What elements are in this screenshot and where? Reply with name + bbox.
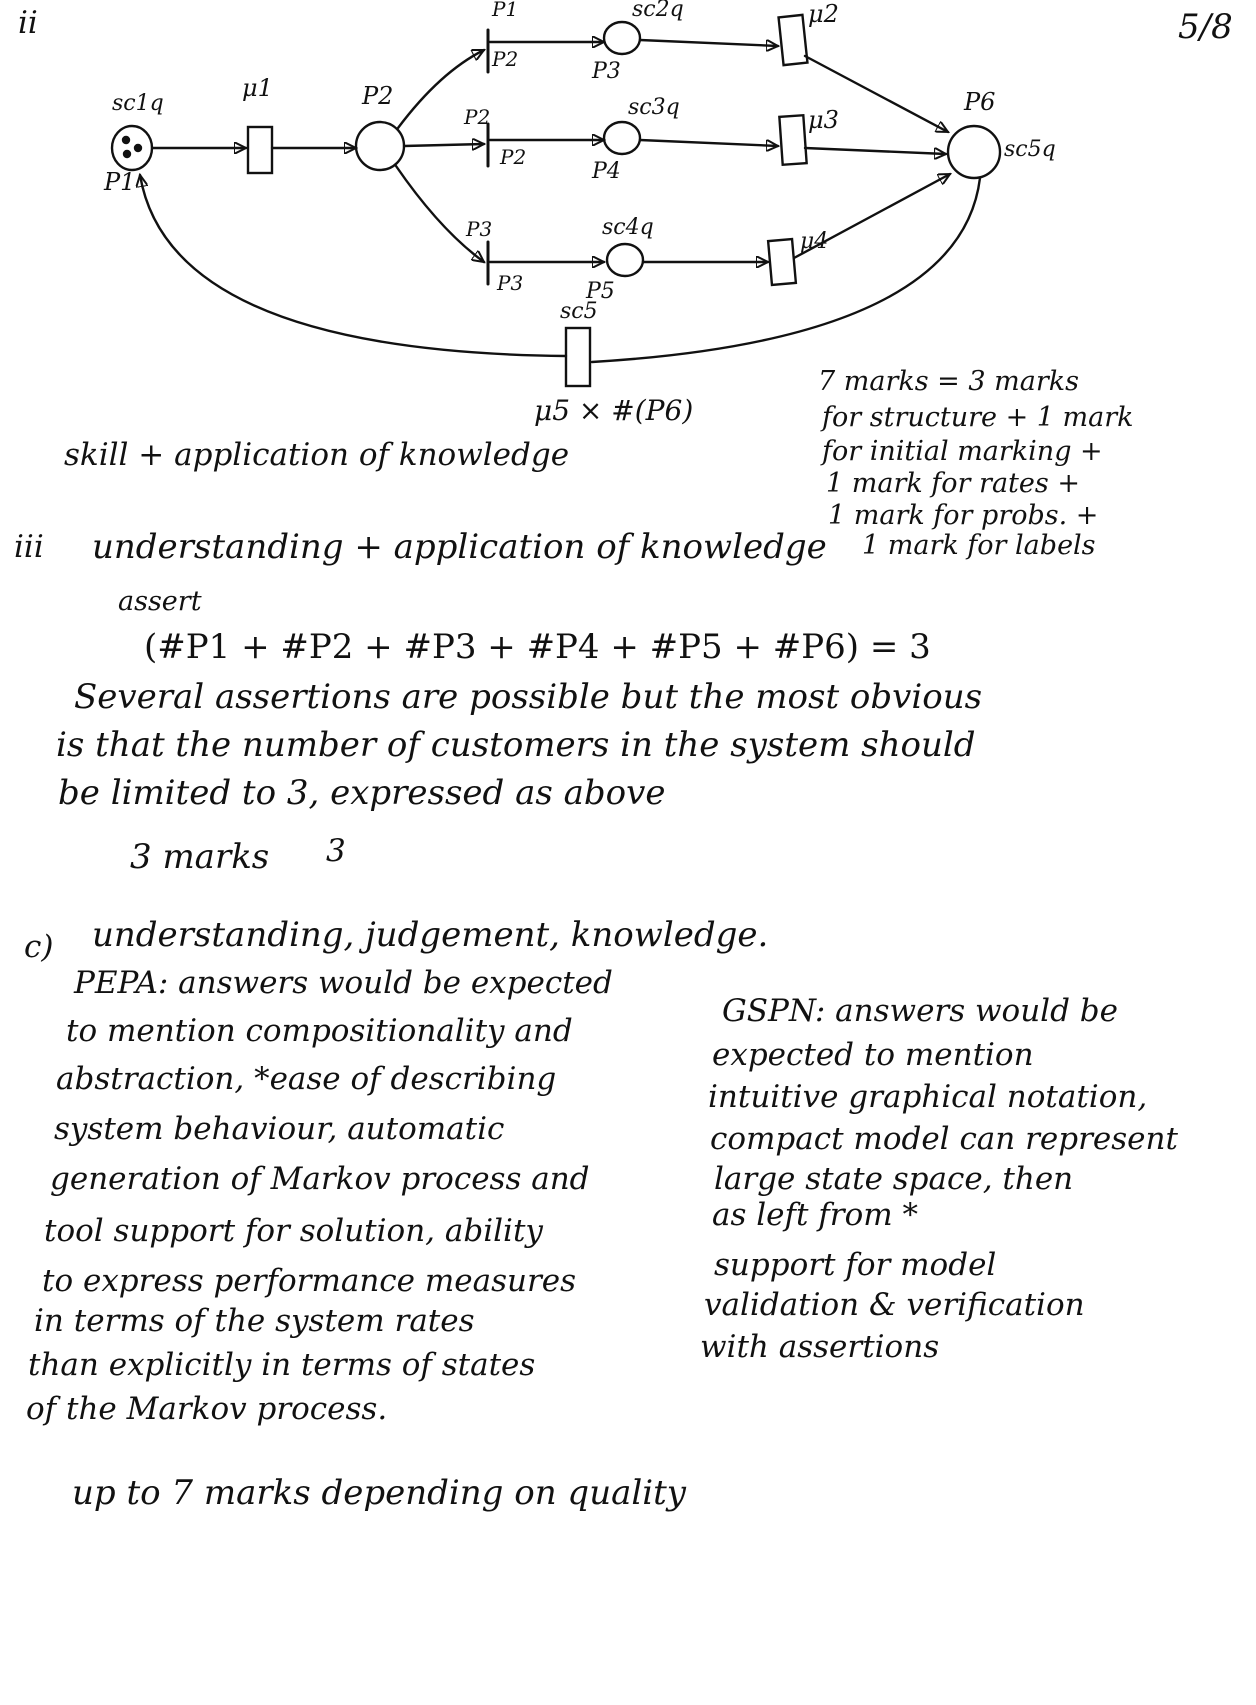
gspn-line-8: validation & verification (704, 1287, 1085, 1323)
p5-label: P5 (586, 279, 615, 304)
gspn-line-3: intuitive graphical notation, (708, 1079, 1148, 1115)
part-iii-text-line-3: be limited to 3, expressed as above (58, 773, 666, 813)
gspn-line-9: with assertions (700, 1329, 940, 1365)
part-iii-text-line-1: Several assertions are possible but the most obvious (74, 677, 983, 717)
mu4-label: μ4 (800, 229, 829, 254)
place-p6 (948, 126, 1000, 178)
assert-word: assert (118, 586, 202, 617)
marks-note-line-3: for initial marking + (822, 436, 1103, 467)
pepa-line-7: to express performance measures (42, 1263, 577, 1299)
pepa-line-4: system behaviour, automatic (54, 1111, 505, 1147)
arc-p3-mu2 (640, 40, 778, 46)
gspn-line-5: large state space, then (714, 1161, 1074, 1197)
arc-mu5-p1 (140, 175, 566, 356)
sc4q-label: sc4q (602, 215, 654, 240)
transition-mu2 (779, 15, 808, 65)
part-iii-marks: 3 marks (130, 837, 270, 877)
part-ii-comment: skill + application of knowledge (64, 437, 570, 473)
arc-p2-t3 (396, 166, 484, 262)
mu2-label: μ2 (808, 0, 839, 28)
sc1q-label: sc1q (112, 91, 164, 116)
t3-top-label: P3 (466, 217, 493, 241)
part-c-heading: understanding, judgement, knowledge. (92, 915, 769, 955)
t2-side-label: P2 (500, 145, 527, 169)
part-iii-heading: understanding + application of knowledge (92, 527, 827, 567)
arc-p6-mu5 (592, 178, 980, 362)
gspn-line-1: GSPN: answers would be (722, 993, 1118, 1029)
marks-note-line-2: for structure + 1 mark (822, 402, 1134, 433)
transition-mu3 (779, 115, 806, 165)
place-p1 (112, 126, 152, 170)
place-p5 (607, 244, 643, 276)
gspn-line-7: support for model (714, 1247, 997, 1283)
part-ii-label: ii (18, 5, 38, 41)
page-number: 5/8 (1178, 7, 1233, 47)
t1-top-label: P1 (492, 0, 519, 21)
petri-net-diagram (0, 0, 1256, 473)
t2-top-label: P2 (464, 105, 491, 129)
p1-label: P1 (104, 168, 136, 196)
p2-place-label: P2 (362, 82, 394, 110)
pepa-line-8: in terms of the system rates (34, 1303, 475, 1339)
pepa-line-3: abstraction, *ease of describing (56, 1061, 557, 1097)
sc5-label: sc5 (560, 299, 598, 324)
part-iii-text-line-2: is that the number of customers in the system should (56, 725, 976, 765)
part-iii-label: iii (14, 529, 44, 565)
marks-note-line-5: 1 mark for probs. + (828, 500, 1099, 531)
gspn-line-2: expected to mention (712, 1037, 1034, 1073)
arc-mu3-p6 (805, 148, 946, 154)
marks-note-line-6: 1 mark for labels (862, 530, 1096, 561)
p4-label: P4 (592, 159, 621, 184)
pepa-line-2: to mention compositionality and (66, 1013, 573, 1049)
arc-p4-mu3 (640, 140, 778, 146)
gspn-line-6: as left from * (712, 1197, 918, 1233)
mu1-label: μ1 (242, 74, 273, 102)
token (124, 151, 130, 157)
transition-mu1 (248, 127, 272, 173)
place-p4 (604, 122, 640, 154)
mu5-label: μ5 × #(P6) (534, 394, 694, 427)
part-iii-marks-symbol: 3 (326, 833, 346, 869)
transition-mu5 (566, 328, 590, 386)
transition-mu4 (768, 239, 796, 285)
marks-note-line-1: 7 marks = 3 marks (818, 366, 1079, 397)
p3-label: P3 (592, 59, 621, 84)
p6-label: P6 (964, 88, 996, 116)
sc3q-label: sc3q (628, 95, 680, 120)
pepa-line-5: generation of Markov process and (50, 1161, 590, 1197)
assert-expression: (#P1 + #P2 + #P3 + #P4 + #P5 + #P6) = 3 (144, 627, 931, 667)
place-p2 (356, 122, 404, 170)
t1-side-label: P2 (492, 47, 519, 71)
part-c-label: c) (24, 929, 54, 965)
token (123, 137, 129, 143)
pepa-line-1: PEPA: answers would be expected (74, 965, 613, 1001)
gspn-line-4: compact model can represent (710, 1121, 1178, 1157)
place-p3 (604, 22, 640, 54)
pepa-line-10: of the Markov process. (26, 1391, 388, 1427)
marks-note-line-4: 1 mark for rates + (826, 468, 1080, 499)
pepa-line-6: tool support for solution, ability (44, 1213, 543, 1249)
sc5q-label: sc5q (1004, 137, 1056, 162)
t3-side-label: P3 (497, 271, 524, 295)
mu3-label: μ3 (808, 106, 839, 134)
arc-p2-t2 (404, 144, 484, 146)
part-c-footer: up to 7 marks depending on quality (72, 1473, 686, 1513)
sc2q-label: sc2q (632, 0, 684, 22)
token (135, 145, 141, 151)
pepa-line-9: than explicitly in terms of states (28, 1347, 536, 1383)
